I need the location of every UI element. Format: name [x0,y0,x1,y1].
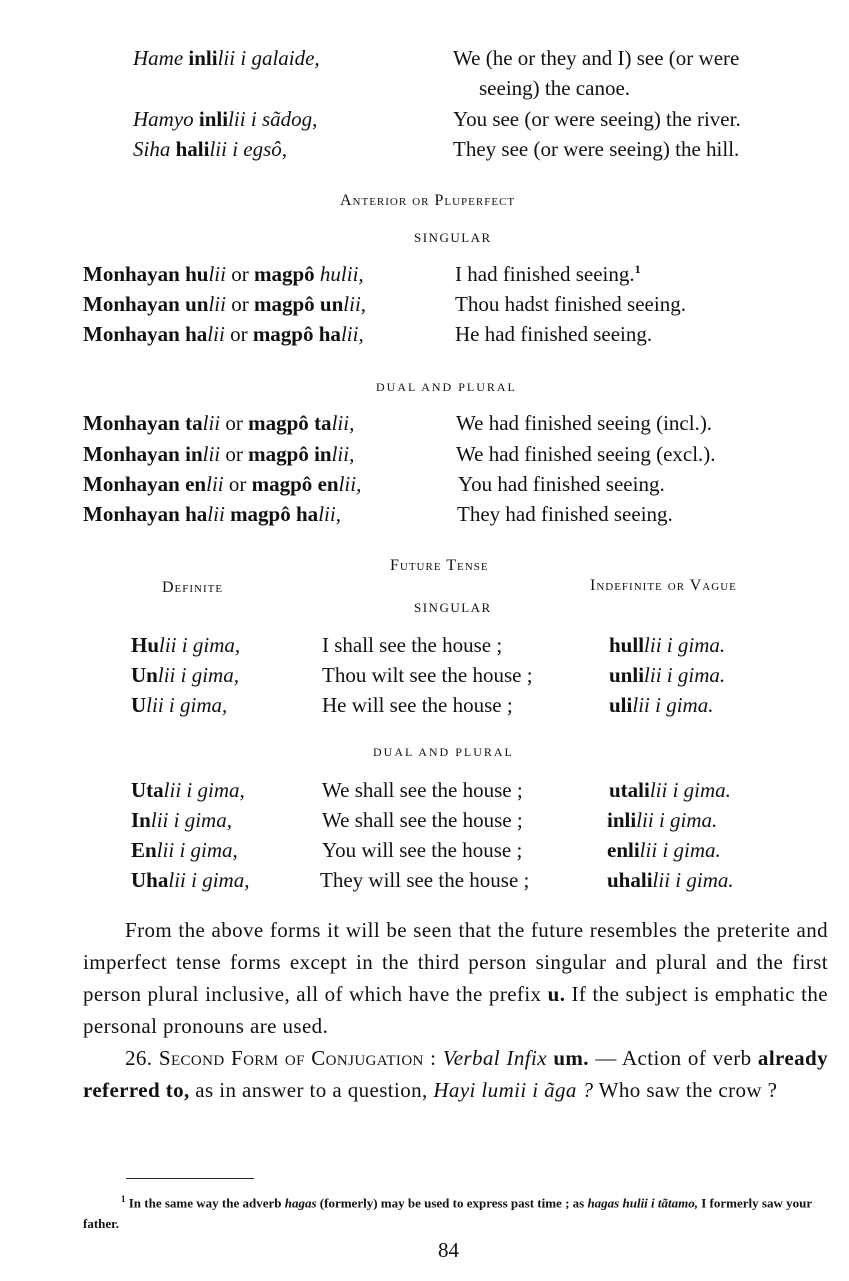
page-number: 84 [438,1238,459,1262]
future-indefinite: ulilii i gima. [609,693,714,717]
footnote-rule [126,1178,254,1179]
column-heading-definite: Definite [162,579,224,596]
subheading-singular: SINGULAR [414,230,492,245]
gloss: Thou hadst finished seeing. [455,292,686,316]
gloss: We had finished seeing (excl.). [456,442,716,466]
gloss: He had finished seeing. [455,322,653,346]
future-definite: Inlii i gima, [131,808,232,832]
gloss: You see (or were seeing) the river. [453,107,741,131]
paragraph-section-26: 26. Second Form of Conjugation : Verbal Infix um. — Action of verb already referred to, as in answer to a question, Hayi lumii i ãga ? Who saw the crow ? [83,1046,828,1102]
gloss: I had finished seeing.$^1$ [455,262,641,286]
gloss: He will see the house ; [322,693,513,717]
future-definite: Ulii i gima, [131,693,228,717]
gloss: We shall see the house ; [322,808,523,832]
section-heading-anterior: Anterior or Pluperfect [340,192,516,209]
section-heading-future: Future Tense [390,557,489,574]
future-indefinite: uhalilii i gima. [607,868,734,892]
future-indefinite: enlilii i gima. [607,838,721,862]
conjugation-row: Hamyo inlilii i sãdog, [133,107,318,131]
pluperfect-row: Monhayan talii or magpô talii, [83,411,355,435]
future-indefinite: utalilii i gima. [609,778,731,802]
pluperfect-row: Monhayan inlii or magpô inlii, [83,442,355,466]
gloss: They had finished seeing. [457,502,673,526]
pluperfect-row: Monhayan halii magpô halii, [83,502,341,526]
footnote: $^1$ In the same way the adverb hagas (formerly) may be used to express past time ; as hagas hulii i tãtamo, I formerly saw your father. [83,1194,812,1232]
paragraph: From the above forms it will be seen that the future resembles the preterite and imperfect tense forms except in the third person singular and plural and the first person plural inclusive, all of which have the prefix u. If the subject is emphatic the personal pronouns are used. [83,918,828,1038]
future-indefinite: hulllii i gima. [609,633,726,657]
gloss: They will see the house ; [320,868,530,892]
future-definite: Enlii i gima, [131,838,238,862]
future-definite: Uhalii i gima, [131,868,250,892]
pluperfect-row: Monhayan unlii or magpô unlii, [83,292,367,316]
pluperfect-row: Monhayan hulii or magpô hulii, [83,262,364,286]
future-indefinite: unlilii i gima. [609,663,726,687]
gloss: They see (or were seeing) the hill. [453,137,740,161]
gloss: You had finished seeing. [458,472,665,496]
gloss: We shall see the house ; [322,778,523,802]
footnote-marker: 1 [634,262,641,276]
gloss: I shall see the house ; [322,633,503,657]
pluperfect-row: Monhayan halii or magpô halii, [83,322,364,346]
subheading-dual-plural: DUAL AND PLURAL [376,380,517,394]
gloss: You will see the house ; [322,838,523,862]
subheading-singular: SINGULAR [414,600,492,615]
pluperfect-row: Monhayan enlii or magpô enlii, [83,472,362,496]
subheading-dual-plural: DUAL AND PLURAL [373,745,514,759]
conjugation-row: Hame inlilii i galaide, [133,46,320,70]
future-indefinite: inlilii i gima. [607,808,718,832]
gloss: We had finished seeing (incl.). [456,411,713,435]
future-definite: Utalii i gima, [131,778,245,802]
conjugation-row: Siha halilii i egsô, [133,137,288,161]
gloss: Thou wilt see the house ; [322,663,533,687]
future-definite: Hulii i gima, [131,633,241,657]
column-heading-indefinite: Indefinite or Vague [590,577,737,594]
future-definite: Unlii i gima, [131,663,239,687]
gloss: We (he or they and I) see (or were [453,46,740,70]
gloss-continuation: seeing) the canoe. [479,76,631,100]
body-text [83,914,828,1106]
